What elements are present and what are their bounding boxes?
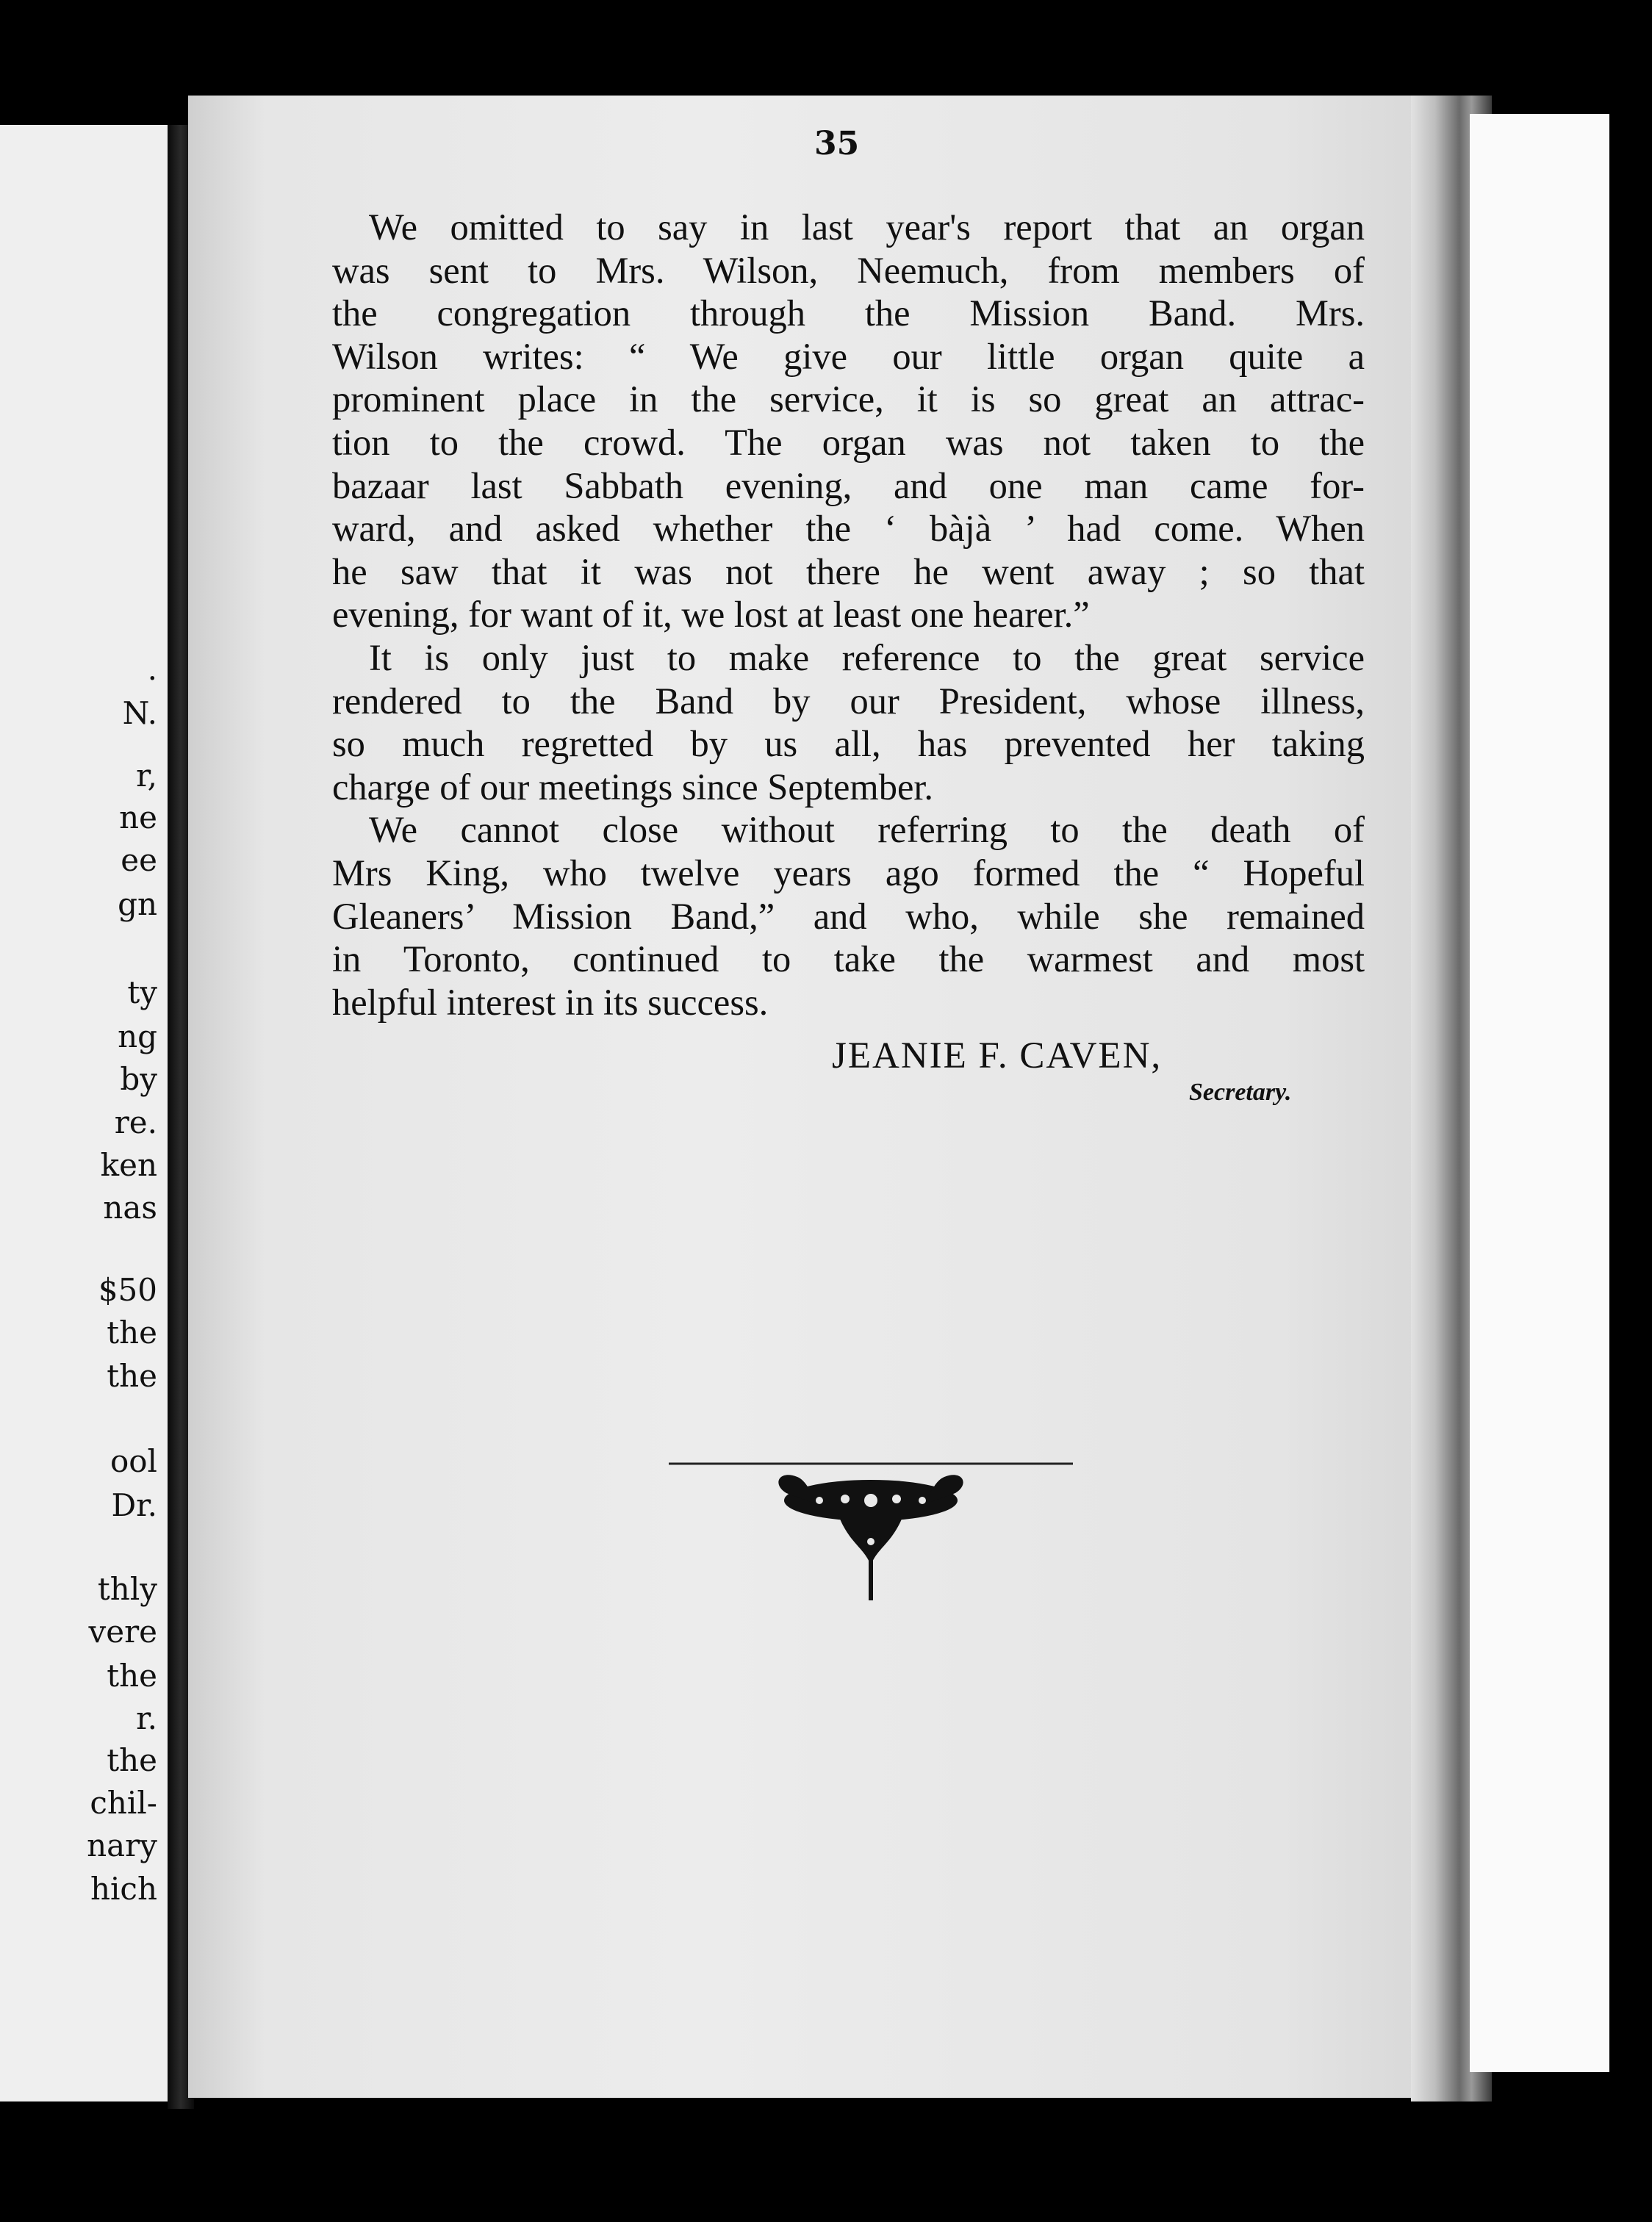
facing-page-text: Dr. [111,1487,157,1523]
text-line: charge of our meetings since September. [332,766,934,808]
text-line: evening, for want of it, we lost at least one hearer.” [332,594,1090,636]
facing-page-text: the [107,1658,157,1694]
facing-page-text: r, [136,758,157,794]
facing-page-text: N. [122,695,157,731]
text-line: Wilson writes: “ We give our little organ quite a [332,335,1365,377]
text-line: Gleaners’ Mission Band,” and who, while she remained [332,895,1365,937]
facing-page-text: ng [118,1018,157,1054]
facing-page-text: ool [109,1443,157,1479]
facing-page-text: nas [103,1190,157,1226]
decorative-tailpiece-icon [669,1455,1073,1609]
paragraph-president [332,636,1365,808]
facing-page-text: ty [127,974,157,1010]
facing-page-text: re. [114,1104,157,1140]
text-line: was sent to Mrs. Wilson, Neemuch, from members of [332,249,1365,291]
body-text [332,206,1365,1024]
signature-title: Secretary. [1189,1079,1292,1106]
facing-page-fragment [0,125,178,2101]
paragraph-mrs-king [332,808,1365,1024]
facing-page-text: hich [90,1871,157,1907]
facing-page-text: . [147,651,157,687]
facing-page-text: vere [88,1614,157,1650]
paragraph-organ [332,206,1365,636]
page-number: 35 [814,125,860,162]
text-line: prominent place in the service, it is so great an attrac- [332,378,1365,420]
text-line: Mrs King, who twelve years ago formed the “ Hopeful [332,852,1365,894]
facing-page-text: ne [119,799,157,835]
text-line: in Toronto, continued to take the warmest and most [332,938,1365,980]
text-line: helpful interest in its success. [332,981,769,1023]
facing-page-text: the [107,1742,157,1778]
text-line: We omitted to say in last year's report that an organ [369,206,1365,248]
facing-page-text: by [120,1061,157,1097]
text-line: rendered to the Band by our President, whose illness, [332,680,1365,722]
facing-page-text: gn [118,886,157,922]
facing-page-text: nary [87,1827,157,1863]
text-line: he saw that it was not there he went away ; so that [332,550,1365,592]
facing-page-text: ee [121,842,157,878]
facing-page-text: thly [97,1571,157,1607]
facing-page-text: the [107,1315,157,1351]
text-line: tion to the crowd. The organ was not taken to the [332,421,1365,463]
text-line: bazaar last Sabbath evening, and one man came for- [332,464,1365,506]
signature-name: JEANIE F. CAVEN, [832,1035,1163,1076]
backing-sheet [1470,114,1609,2072]
facing-page-text: ken [100,1147,157,1183]
facing-page-text: the [107,1358,157,1394]
text-line: It is only just to make reference to the great service [369,636,1365,678]
text-line: We cannot close without referring to the death of [369,809,1365,851]
text-line: so much regretted by us all, has prevented her taking [332,723,1365,765]
facing-page-text: chil- [90,1785,157,1821]
facing-page-text: $50 [98,1272,157,1308]
facing-page-text: r. [136,1700,157,1736]
text-line: the congregation through the Mission Band. Mrs. [332,292,1365,334]
text-line: ward, and asked whether the ‘ bàjà ’ had come. When [332,508,1365,550]
